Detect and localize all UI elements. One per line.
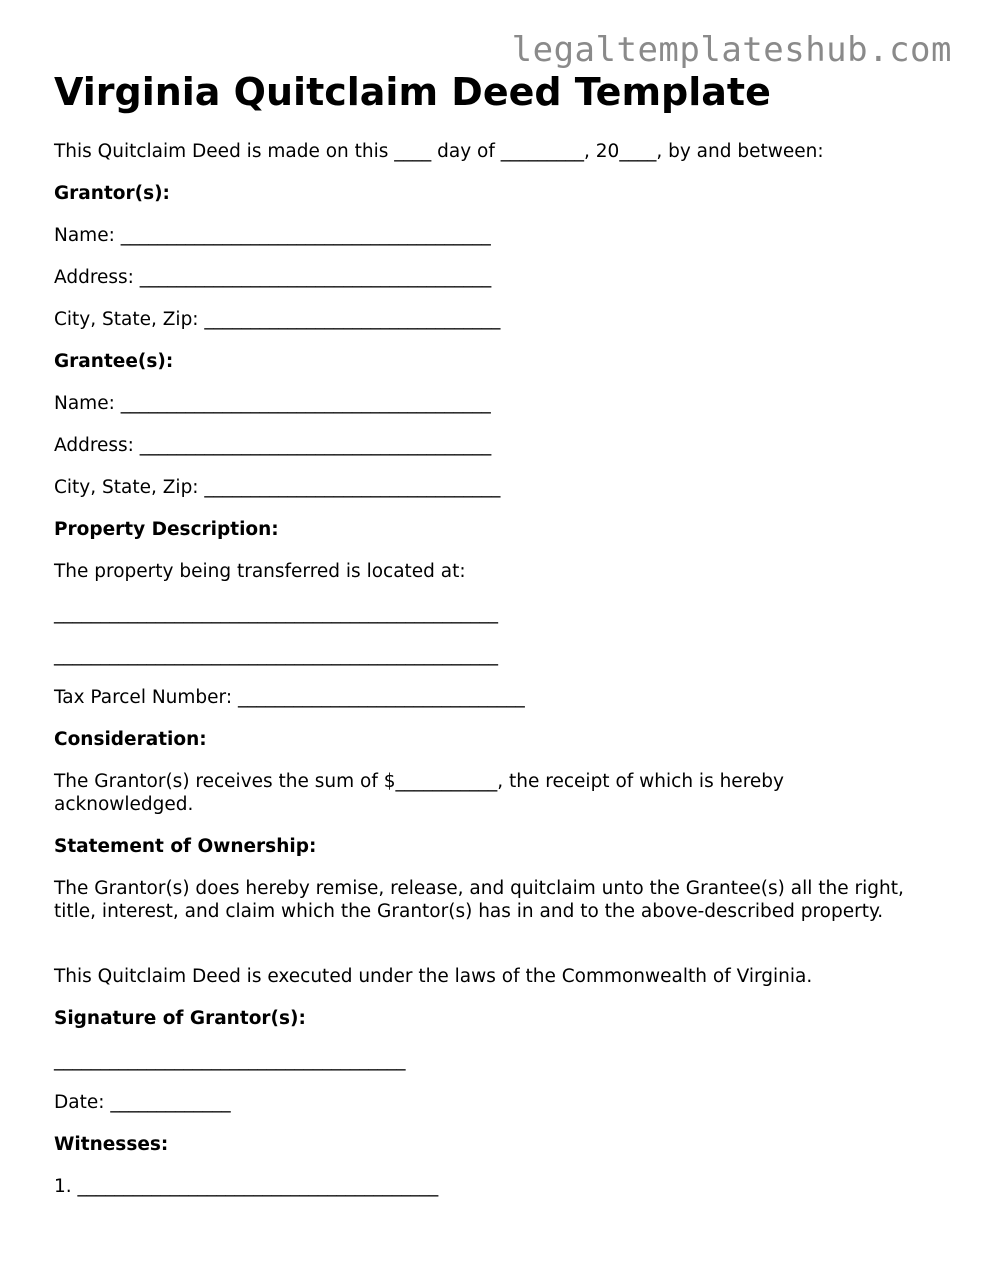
property-line-1: ________________________________________________ (54, 603, 498, 624)
property-heading: Property Description: (54, 519, 279, 540)
signature-heading: Signature of Grantor(s): (54, 1008, 306, 1029)
consideration-text: The Grantor(s) receives the sum of $___________, the receipt of which is hereby acknowledged. (54, 771, 784, 815)
witness-line-1: 1. _______________________________________ (54, 1176, 439, 1197)
grantee-address-field: Address: ______________________________________ (54, 435, 492, 456)
tax-parcel-field: Tax Parcel Number: _______________________________ (54, 687, 525, 708)
document-body (54, 140, 914, 1217)
ownership-heading: Statement of Ownership: (54, 836, 317, 857)
laws-text: This Quitclaim Deed is executed under the laws of the Commonwealth of Virginia. (54, 966, 813, 987)
signature-line: ______________________________________ (54, 1050, 406, 1071)
property-line-2: ________________________________________________ (54, 645, 498, 666)
witnesses-heading: Witnesses: (54, 1134, 169, 1155)
ownership-text: The Grantor(s) does hereby remise, release, and quitclaim unto the Grantee(s) all the right, title, interest, and claim which the Grantor(s) has in and to the above-described property. (54, 878, 904, 922)
grantee-heading: Grantee(s): (54, 351, 174, 372)
grantee-city-field: City, State, Zip: ________________________________ (54, 477, 501, 498)
signature-date-field: Date: _____________ (54, 1092, 231, 1113)
consideration-heading: Consideration: (54, 729, 207, 750)
grantee-name-field: Name: ________________________________________ (54, 393, 491, 414)
watermark: legaltemplateshub.com (511, 30, 952, 70)
grantor-heading: Grantor(s): (54, 183, 170, 204)
property-text: The property being transferred is located at: (54, 561, 466, 582)
grantor-name-field: Name: ________________________________________ (54, 225, 491, 246)
grantor-city-field: City, State, Zip: ________________________________ (54, 309, 501, 330)
document-title: Virginia Quitclaim Deed Template (54, 70, 771, 114)
intro-text: This Quitclaim Deed is made on this ____ day of _________, 20____, by and between: (54, 141, 824, 162)
grantor-address-field: Address: ______________________________________ (54, 267, 492, 288)
